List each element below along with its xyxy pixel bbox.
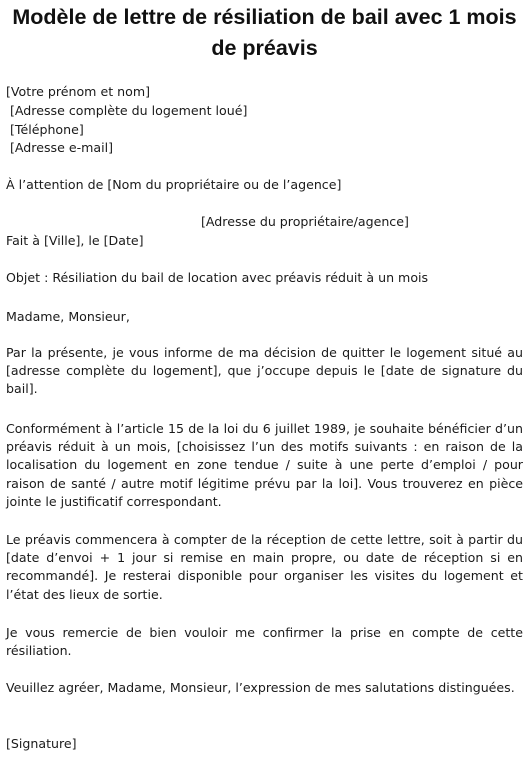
closing-paragraph: Veuillez agréer, Madame, Monsieur, l’expression de mes salutations distinguées.	[6, 680, 515, 695]
sender-address: [Adresse complète du logement loué]	[10, 103, 248, 118]
salutation: Madame, Monsieur,	[6, 309, 130, 324]
body-paragraph-1: Par la présente, je vous informe de ma décision de quitter le logement situé au [adresse complète du logement], que j’occupe depuis le [date de signature du bail].	[6, 345, 523, 397]
recipient-address: [Adresse du propriétaire/agence]	[201, 214, 409, 229]
sender-name: [Votre prénom et nom]	[6, 84, 151, 99]
sender-phone: [Téléphone]	[10, 122, 84, 137]
body-paragraph-4: Je vous remercie de bien vouloir me confirmer la prise en compte de cette résiliation.	[6, 625, 523, 659]
body-paragraph-3: Le préavis commencera à compter de la réception de cette lettre, soit à partir du [date d’envoi + 1 jour si remise en main propre, ou date de réception si en recommandé]. Je resterai disponible pour organiser les visites du logement et l’état des lieux de sortie.	[6, 532, 523, 602]
recipient-attention: À l’attention de [Nom du propriétaire ou de l’agence]	[6, 177, 342, 192]
page-title: Modèle de lettre de résiliation de bail avec 1 mois de préavis	[12, 5, 517, 60]
body-paragraph-2: Conformément à l’article 15 de la loi du 6 juillet 1989, je souhaite bénéficier d’un préavis réduit à un mois, [choisissez l’un des motifs suivants : en raison de la localisation du logement en zone tendue / suite à une perte d’emploi / pour raison de santé / autre motif légitime prévu par la loi]. Vous trouverez en pièce jointe le justificatif correspondant.	[6, 421, 523, 509]
sender-email: [Adresse e-mail]	[10, 140, 114, 155]
place-date: Fait à [Ville], le [Date]	[6, 233, 144, 248]
signature-placeholder: [Signature]	[6, 736, 77, 751]
letter-subject: Objet : Résiliation du bail de location avec préavis réduit à un mois	[6, 270, 429, 285]
